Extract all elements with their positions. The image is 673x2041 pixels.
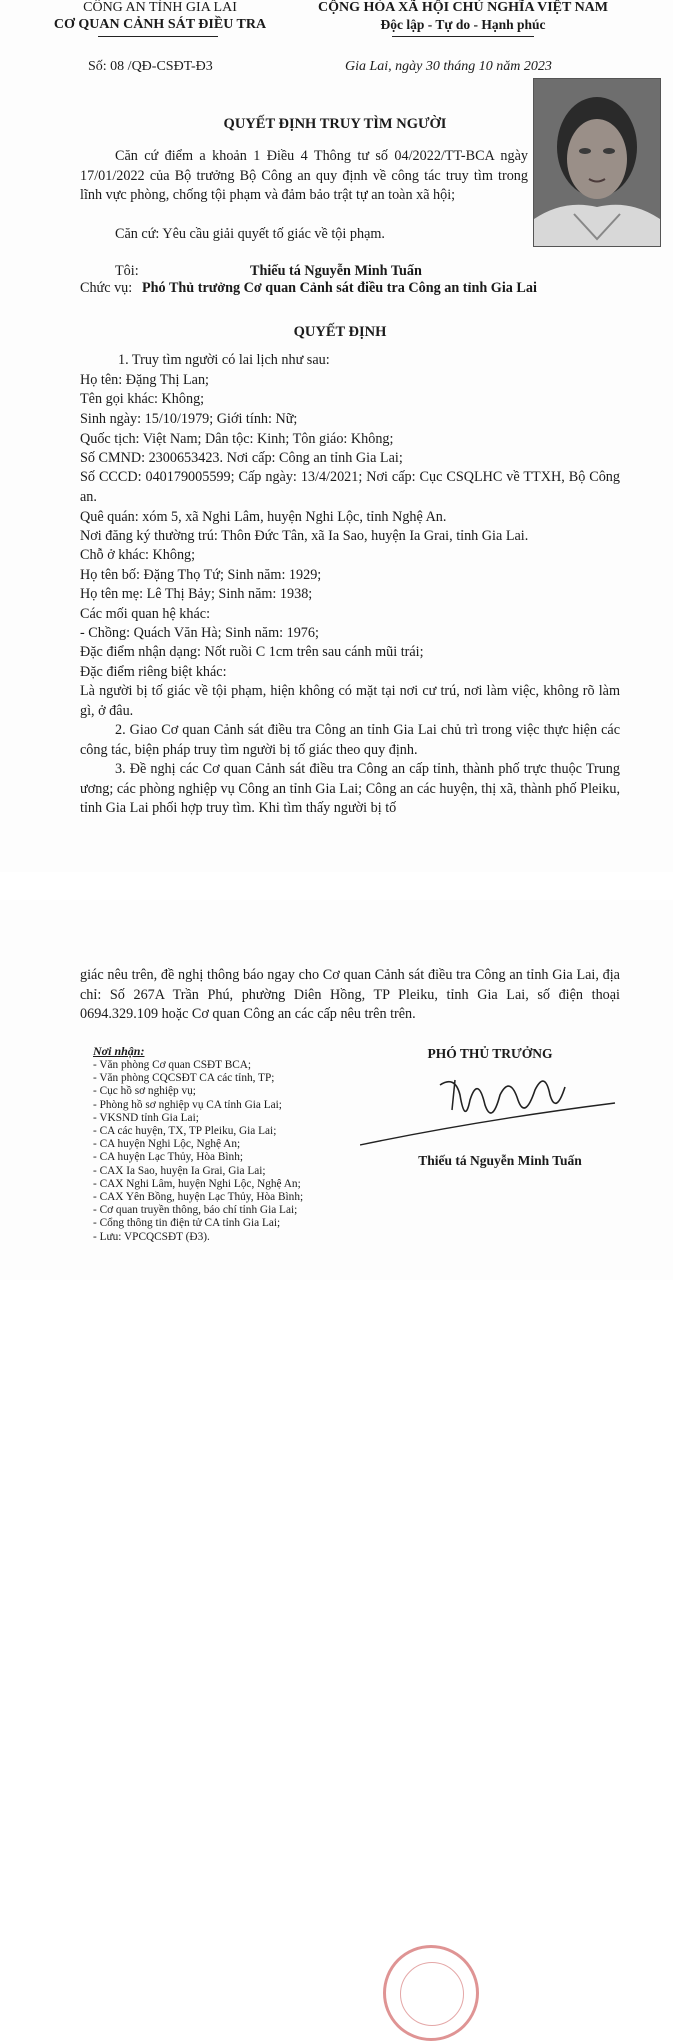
suspect-photo <box>533 78 661 247</box>
document-page-1 <box>0 0 673 872</box>
person-hometown: Quê quán: xóm 5, xã Nghi Lâm, huyện Nghi Lộc, tỉnh Nghệ An. <box>80 509 447 525</box>
item-2: 2. Giao Cơ quan Cảnh sát điều tra Công an tỉnh Gia Lai chủ trì trong việc thực hiện các công tác, biện pháp truy tìm người bị tố giác theo quy định. <box>80 722 620 758</box>
motto-underline <box>392 36 534 37</box>
agency-name: CÔNG AN TỈNH GIA LAI <box>83 0 237 15</box>
item-3-part-1: 3. Đề nghị các Cơ quan Cảnh sát điều tra Công an cấp tỉnh, thành phố trực thuộc Trung ương; các phòng nghiệp vụ Công an tỉnh Gia Lai; Công an các huyện, thị xã, thành phố Pleiku, tỉnh Gia Lai phối hợp truy tìm. Khi tìm thấy người bị tố <box>80 761 620 816</box>
item-1-intro: 1. Truy tìm người có lai lịch như sau: <box>118 352 330 368</box>
recipient-item: - Văn phòng CQCSĐT CA các tỉnh, TP; <box>93 1072 275 1085</box>
recipient-item: - Cục hồ sơ nghiệp vụ; <box>93 1085 196 1098</box>
portrait-image <box>534 79 660 246</box>
basis-paragraph-2: Căn cứ: Yêu cầu giải quyết tố giác về tội phạm. <box>115 226 385 242</box>
person-special-features-label: Đặc điểm riêng biệt khác: <box>80 664 227 680</box>
place-date: Gia Lai, ngày 30 tháng 10 năm 2023 <box>345 59 552 74</box>
person-spouse: - Chồng: Quách Văn Hà; Sinh năm: 1976; <box>80 625 319 641</box>
recipient-item: - CAX Ia Sao, huyện Ia Grai, Gia Lai; <box>93 1164 266 1177</box>
recipient-item: - Lưu: VPCQCSĐT (Đ3). <box>93 1230 210 1243</box>
recipient-item: - VKSND tỉnh Gia Lai; <box>93 1111 199 1124</box>
recipient-item: - CA huyện Lạc Thủy, Hòa Bình; <box>93 1151 243 1164</box>
basis-paragraph-1: Căn cứ điểm a khoản 1 Điều 4 Thông tư số 04/2022/TT-BCA ngày 17/01/2022 của Bộ trưởng Bộ Công an quy định về công tác truy tìm trong lĩnh vực phòng, chống tội phạm và đảm bảo trật tự an toàn xã hội; <box>80 148 528 203</box>
person-nationality: Quốc tịch: Việt Nam; Dân tộc: Kinh; Tôn giáo: Không; <box>80 431 394 447</box>
person-other-address: Chỗ ở khác: Không; <box>80 547 196 563</box>
agency-department: CƠ QUAN CẢNH SÁT ĐIỀU TRA <box>53 17 267 32</box>
signer-name: Thiếu tá Nguyễn Minh Tuấn <box>250 263 422 279</box>
document-page-2 <box>0 900 673 1280</box>
person-relations-label: Các mối quan hệ khác: <box>80 606 211 622</box>
recipient-item: - Phòng hồ sơ nghiệp vụ CA tỉnh Gia Lai; <box>93 1098 282 1111</box>
signer-label: Tôi: <box>115 263 139 279</box>
recipient-item: - CA huyện Nghi Lộc, Nghệ An; <box>93 1138 241 1151</box>
signer-full-name: Thiếu tá Nguyễn Minh Tuấn <box>418 1153 582 1168</box>
signer-role: Phó Thủ trưởng Cơ quan Cảnh sát điều tra Công an tỉnh Gia Lai <box>142 280 537 296</box>
person-birth: Sinh ngày: 15/10/1979; Giới tính: Nữ; <box>80 411 298 427</box>
person-identifying-marks: Đặc điểm nhận dạng: Nốt ruồi C 1cm trên sau cánh mũi trái; <box>80 644 424 660</box>
person-special-features: Là người bị tố giác về tội phạm, hiện không có mặt tại nơi cư trú, nơi làm việc, không rõ làm gì, ở đâu. <box>80 683 620 719</box>
signer-role-label: Chức vụ: <box>80 280 133 296</box>
recipient-item: - Văn phòng Cơ quan CSĐT BCA; <box>93 1059 252 1071</box>
person-mother: Họ tên mẹ: Lê Thị Bảy; Sinh năm: 1938; <box>80 586 313 602</box>
document-title: QUYẾT ĐỊNH TRUY TÌM NGƯỜI <box>223 116 447 132</box>
decision-heading: QUYẾT ĐỊNH <box>293 324 387 340</box>
recipient-item: - CAX Yên Bồng, huyện Lạc Thủy, Hòa Bình; <box>93 1191 304 1204</box>
person-father: Họ tên bố: Đặng Thọ Tứ; Sinh năm: 1929; <box>80 567 322 583</box>
signature-title: PHÓ THỦ TRƯỞNG <box>427 1046 553 1061</box>
recipient-item: - Cơ quan truyền thông, báo chí tỉnh Gia Lai; <box>93 1204 298 1217</box>
recipients-list <box>93 1059 303 1244</box>
person-id: Số CMND: 230065​3423. Nơi cấp: Công an tỉnh Gia Lai; <box>80 450 403 466</box>
recipient-item: - Cổng thông tin điện tử CA tỉnh Gia Lai; <box>93 1217 281 1230</box>
official-seal <box>383 1945 479 2041</box>
document-number: Số: 08 /QĐ-CSĐT-Đ3 <box>88 59 213 74</box>
person-name: Họ tên: Đặng Thị Lan; <box>80 372 209 388</box>
recipient-item: - CA các huyện, TX, TP Pleiku, Gia Lai; <box>93 1125 277 1138</box>
person-alias: Tên gọi khác: Không; <box>80 391 205 407</box>
person-residence: Nơi đăng ký thường trú: Thôn Đức Tân, xã Ia Sao, huyện Ia Grai, tỉnh Gia Lai. <box>80 528 529 544</box>
person-citizen-id: Số CCCD: 040179005599; Cấp ngày: 13/4/2021; Nơi cấp: Cục CSQLHC về TTXH, Bộ Công an. <box>80 469 620 505</box>
nation-motto: Độc lập - Tự do - Hạnh phúc <box>380 17 546 32</box>
recipient-item: - CAX Nghi Lâm, huyện Nghi Lộc, Nghệ An; <box>93 1177 301 1190</box>
agency-underline <box>98 36 218 37</box>
nation-name: CỘNG HÒA XÃ HỘI CHỦ NGHĨA VIỆT NAM <box>317 0 608 15</box>
item-3-part-2: giác nêu trên, đề nghị thông báo ngay cho Cơ quan Cảnh sát điều tra Công an tỉnh Gia Lai, địa chỉ: Số 267A Trần Phú, phường Diên Hồng, TP Pleiku, tỉnh Gia Lai, số điện thoại 0694.329.109 hoặc Cơ quan Công an các cấp nêu trên trên. <box>80 967 620 1022</box>
handwritten-signature <box>360 1065 620 1150</box>
recipients-heading: Nơi nhận: <box>93 1044 145 1058</box>
